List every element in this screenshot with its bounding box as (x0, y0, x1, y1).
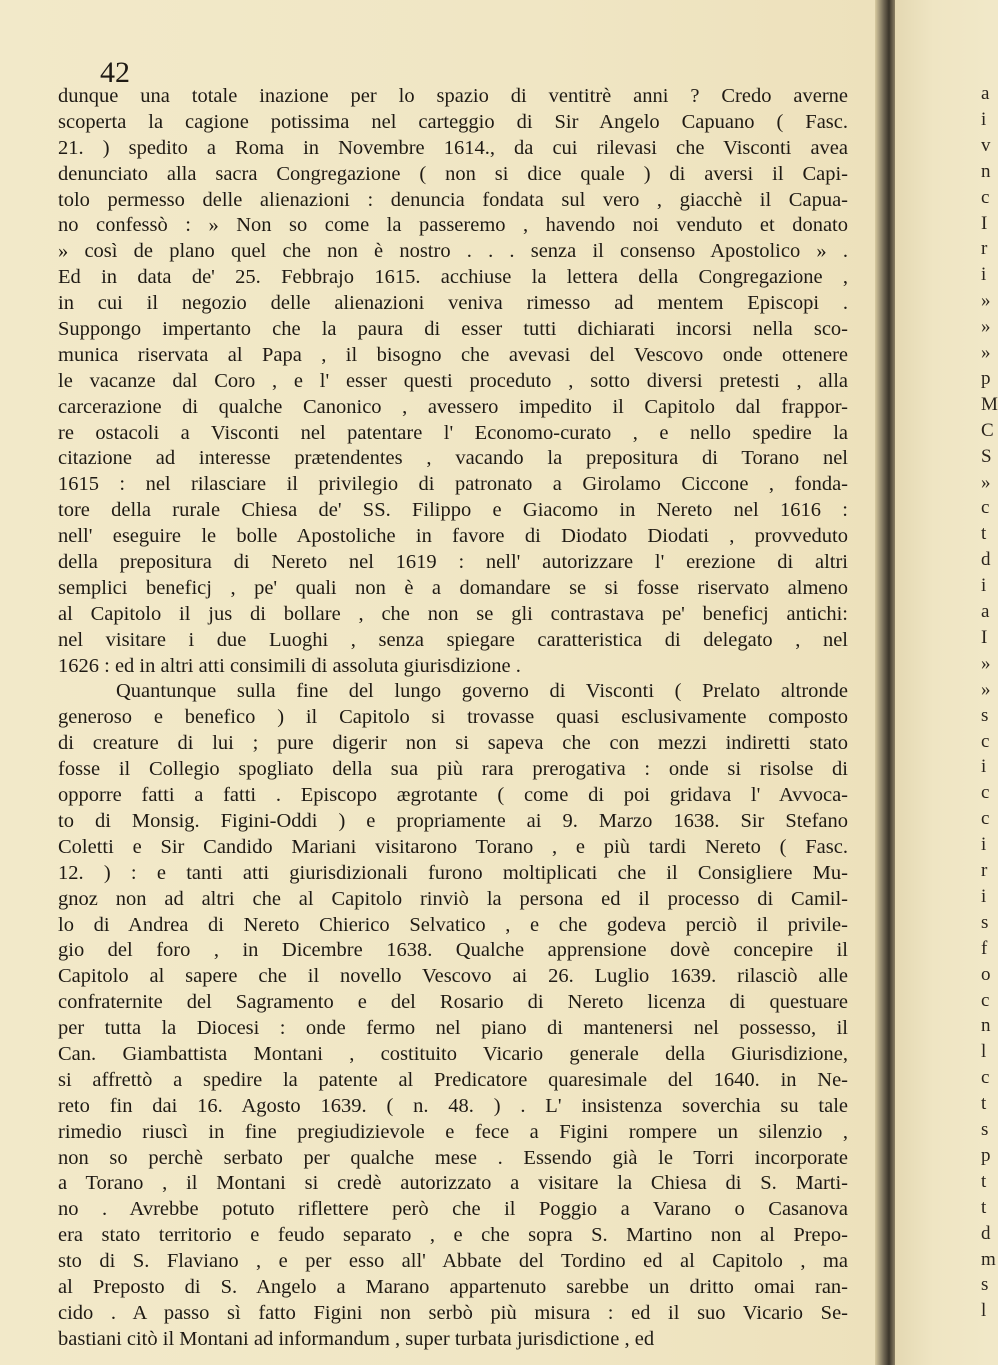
next-page-edge-letter: p (981, 1144, 991, 1166)
text-line: re ostacoli a Visconti nel patentare l' Economo-curato , e nello spedire la (58, 421, 848, 444)
text-line: Coletti e Sir Candido Mariani visitarono Torano , e più tardi Nereto ( Fasc. (58, 835, 848, 858)
next-page-edge-letter: s (981, 704, 989, 726)
text-line: denunciato alla sacra Congregazione ( non si dice quale ) di aversi il Capi- (58, 162, 848, 185)
next-page-edge-letter: l (981, 1041, 987, 1063)
next-page-edge-letter: t (981, 1170, 987, 1192)
text-line: Can. Giambattista Montani , costituito Vicario generale della Giurisdizione, (58, 1042, 848, 1065)
next-page-edge-letter: » (981, 652, 991, 674)
text-line: 21. ) spedito a Roma in Novembre 1614., da cui rilevasi che Visconti avea (58, 136, 848, 159)
next-page-edge-letter: r (981, 238, 988, 260)
next-page-edge-letter: » (981, 290, 991, 312)
next-page-edge-letter: S (981, 445, 992, 467)
next-page-edge-letter: c (981, 1067, 990, 1089)
text-line: semplici beneficj , pe' quali non è a domandare se si fosse riservato almeno (58, 576, 848, 599)
text-line: al Capitolo il jus di bollare , che non se gli contrastava pe' beneficj antichi: (58, 602, 848, 625)
next-page-edge-letter: i (981, 575, 987, 597)
text-line: scoperta la cagione potissima nel carteggio di Sir Angelo Capuano ( Fasc. (58, 110, 848, 133)
text-line: Quantunque sulla fine del lungo governo di Visconti ( Prelato altronde (116, 680, 848, 703)
text-line: tore della rurale Chiesa de' SS. Filippo e Giacomo in Nereto nel 1616 : (58, 499, 848, 522)
next-page-edge-letter: C (981, 419, 994, 441)
next-page-edge-letter: p (981, 367, 991, 389)
next-page-edge-letter: c (981, 808, 990, 830)
text-line: si affrettò a spedire la patente al Predicatore quaresimale del 1640. in Ne- (58, 1068, 848, 1091)
next-page-edge-letter: t (981, 1196, 987, 1218)
text-line: per tutta la Diocesi : onde fermo nel piano di mantenersi nel possesso, il (58, 1017, 848, 1040)
text-line: citazione ad interesse prætendentes , vacando la prepositura di Torano nel (58, 447, 848, 470)
next-page-edge-letter: i (981, 834, 987, 856)
next-page-edge-letter: m (981, 1248, 996, 1270)
text-line: 12. ) : e tanti atti giurisdizionali furono moltiplicati che il Consigliere Mu- (58, 861, 848, 884)
text-line: lo di Andrea di Nereto Chierico Selvatico , e che godeva perciò il privile- (58, 913, 848, 936)
text-line: in cui il negozio delle alienazioni veniva rimesso ad mentem Episcopi . (58, 292, 848, 315)
text-line: munica riservata al Papa , il bisogno che avevasi del Vescovo onde ottenere (58, 343, 848, 366)
next-page-edge-letter: i (981, 885, 987, 907)
next-page-edge-letter: t (981, 523, 987, 545)
next-page-edge-letter: I (981, 212, 988, 234)
next-page-edge-letter: n (981, 160, 991, 182)
book-gutter (875, 0, 895, 1365)
text-line: gnoz non ad altri che al Capitolo rinviò la persona ed il processo di Camil- (58, 887, 848, 910)
text-line: nel visitare i due Luoghi , senza spiegare caratteristica di delegato , nel (58, 628, 848, 651)
text-line: della prepositura di Nereto nel 1619 : nell' autorizzare l' erezione di altri (58, 551, 848, 574)
page-text-body (58, 84, 848, 1353)
text-line: era stato territorio e feudo separato , e che sopra S. Martino non al Prepo- (58, 1224, 848, 1247)
next-page-edge-letter: o (981, 963, 991, 985)
text-line: Ed in data de' 25. Febbrajo 1615. acchiuse la lettera della Congregazione , (58, 266, 848, 289)
next-page-edge-letter: I (981, 626, 988, 648)
text-line: dunque una totale inazione per lo spazio di ventitrè anni ? Credo averne (58, 85, 848, 107)
text-line: di creature di lui ; pure digerir non si sapeva che con mezzi indiretti stato (58, 732, 848, 755)
text-line: confraternite del Sagramento e del Rosario di Nereto licenza di questuare (58, 991, 848, 1014)
text-line: al Preposto di S. Angelo a Marano appartenuto sarebbe un dritto omai ran- (58, 1275, 848, 1298)
text-line: » così de plano quel che non è nostro . . . senza il consenso Apostolico » . (58, 240, 848, 263)
next-page-edge-letter: c (981, 989, 990, 1011)
next-page-edge-letter: a (981, 83, 990, 104)
next-page-edge-letter: d (981, 1222, 991, 1244)
next-page-edge-letter: » (981, 316, 991, 338)
next-page-edge-letter: i (981, 264, 987, 286)
next-page-edge-letter: a (981, 601, 990, 622)
next-page-edge-letter: c (981, 730, 990, 752)
text-line: gio del foro , in Dicembre 1638. Qualche apprensione dovè concepire il (58, 939, 848, 962)
text-line: fosse il Collegio spogliato della sua più rara prerogativa : onde si risolse di (58, 758, 848, 781)
text-line: a Torano , il Montani si credè autorizzato a visitare la Chiesa di S. Marti- (58, 1172, 848, 1195)
next-page-edge-letter: l (981, 1300, 987, 1322)
text-line: no confessò : » Non so come la passeremo , havendo noi venduto et donato (58, 214, 848, 237)
text-line: nell' eseguire le bolle Apostoliche in favore di Diodato Diodati , provveduto (58, 525, 848, 548)
next-page-edge-letter: c (981, 186, 990, 208)
next-page-edge-letter: d (981, 549, 991, 571)
text-line: non so perchè serbato per qualche mese . Essendo già le Torri incorporate (58, 1146, 848, 1169)
text-line: to di Monsig. Figini-Oddi ) e propriamente ai 9. Marzo 1638. Sir Stefano (58, 809, 848, 832)
next-page-edge-letter: c (981, 497, 990, 519)
text-line: rimedio riuscì in fine pregiudizievole e fece a Figini rompere un silenzio , (58, 1120, 848, 1143)
text-line: cido . A passo sì fatto Figini non serbò più misura : ed il suo Vicario Se- (58, 1301, 848, 1324)
next-page-edge-letter: t (981, 1093, 987, 1115)
next-page-edge-letter: r (981, 860, 988, 881)
next-page-edge-letter: s (981, 911, 989, 933)
next-page-edge-letter: v (981, 134, 991, 156)
next-page-edge-letter: f (981, 937, 988, 959)
next-page-edge-letter: i (981, 756, 987, 778)
text-line: 1615 : nel rilasciare il privilegio di patronato a Girolamo Ciccone , fonda- (58, 473, 848, 496)
text-line: no . Avrebbe potuto riflettere però che il Poggio a Varano o Casanova (58, 1198, 848, 1221)
text-line: 1626 : ed in altri atti consimili di assoluta giurisdizione . (58, 654, 521, 677)
next-page-edge-letter: s (981, 1274, 989, 1296)
text-line: carcerazione di qualche Canonico , avessero impedito il Capitolo dal frappor- (58, 395, 848, 418)
next-page-edge-letter: c (981, 782, 990, 804)
next-page-edge-letter: i (981, 108, 987, 130)
text-line: tolo permesso delle alienazioni : denuncia fondata sul vero , giacchè il Capua- (58, 188, 848, 211)
page-number: 42 (100, 56, 130, 89)
next-page-edge-letter: » (981, 678, 991, 700)
next-page-edge-letter: M (981, 393, 998, 415)
text-line: Suppongo impertanto che la paura di esser tutti dichiarati incorsi nella sco- (58, 318, 848, 341)
text-line: generoso e benefico ) il Capitolo si trovasse quasi esclusivamente composto (58, 706, 848, 729)
next-page-edge-letter: » (981, 471, 991, 493)
text-line: le vacanze dal Coro , e l' esser questi proceduto , sotto diversi pretesti , alla (58, 369, 848, 392)
next-page-edge-letter: s (981, 1119, 989, 1140)
next-page-edge-letter: n (981, 1015, 991, 1037)
text-line: opporre fatti a fatti . Episcopo ægrotante ( come di poi gridava l' Avvoca- (58, 784, 848, 807)
text-line: Capitolo al sapere che il novello Vescovo ai 26. Luglio 1639. rilasciò alle (58, 965, 848, 988)
next-page-edge-letter: » (981, 342, 991, 363)
next-page-edge (895, 0, 998, 1365)
text-line: sto di S. Flaviano , e per esso all' Abbate del Tordino ed al Capitolo , ma (58, 1250, 848, 1273)
text-line: reto fin dai 16. Agosto 1639. ( n. 48. ) . L' insistenza soverchia su tale (58, 1094, 848, 1117)
text-line: bastiani citò il Montani ad informandum , super turbata jurisdictione , ed (58, 1327, 655, 1350)
